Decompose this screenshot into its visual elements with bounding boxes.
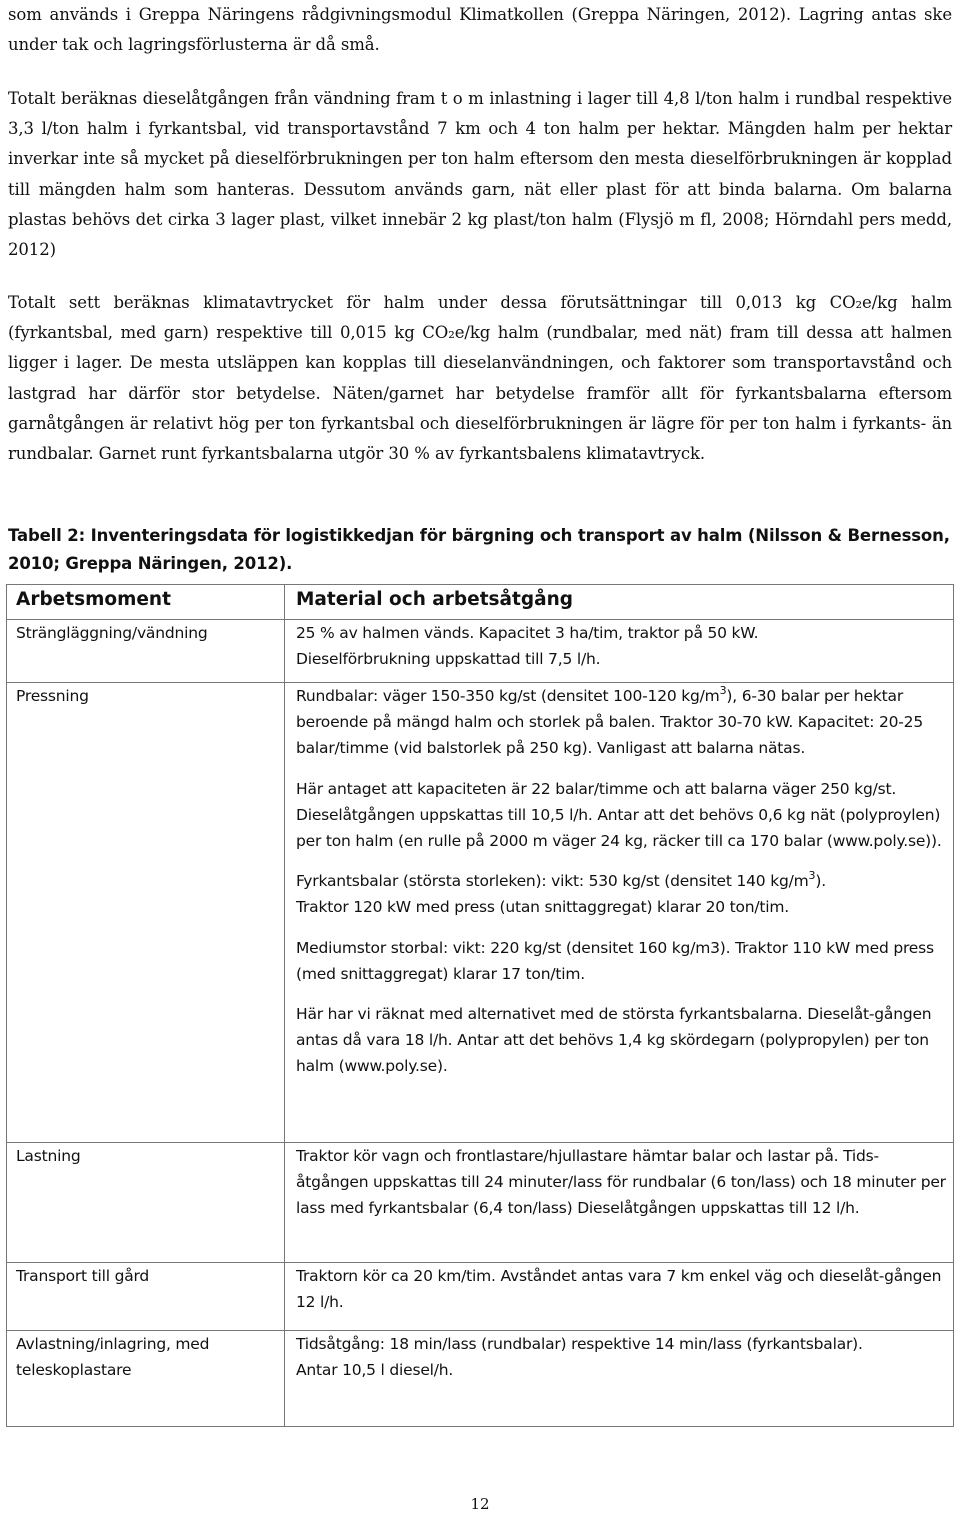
row-content-cell bbox=[285, 1331, 954, 1427]
content-block-rundbalar bbox=[296, 683, 947, 762]
table-row bbox=[7, 620, 954, 683]
row-label: Strängläggning/vändning bbox=[16, 624, 208, 642]
row-label-cell bbox=[7, 1331, 285, 1427]
table-header-cell bbox=[285, 585, 954, 620]
row-label-cell bbox=[7, 620, 285, 683]
table-row bbox=[7, 1331, 954, 1427]
content-block-fyrkantsbalar bbox=[296, 868, 947, 920]
inventory-table bbox=[6, 584, 954, 1427]
row-label-cell bbox=[7, 1263, 285, 1331]
table-caption: Tabell 2: Inventeringsdata för logistikkedjan för bärgning och transport av halm (Nilsson & Bernesson, 2010; Greppa Näringen, 2012). bbox=[8, 526, 950, 573]
table-header-cell bbox=[7, 585, 285, 620]
superscript: 3 bbox=[719, 683, 727, 697]
row-label-cell bbox=[7, 1143, 285, 1263]
content-text: Traktor 120 kW med press (utan snittaggregat) klarar 20 ton/tim. bbox=[296, 898, 790, 917]
table-row bbox=[7, 1143, 954, 1263]
header-arbetsmoment: Arbetsmoment bbox=[16, 589, 171, 610]
paragraph-climate-footprint: Totalt sett beräknas klimatavtrycket för halm under dessa förutsättningar till 0,013 kg CO₂e/kg halm (fyrkantsbal, med garn) respektive till 0,015 kg CO₂e/kg halm (rundbalar, med nät) fram till dessa att halmen ligger i lager. De mesta utsläppen kan kopplas till dieselanvändningen, och faktorer som transportavstånd och lastgrad har därför stor betydelse. Näten/garnet har betydelse framför allt för fyrkantsbalarna eftersom garnåtgången är relativt hög per ton fyrkantsbal och dieselförbrukningen är lägre för per ton halm i fyrkants- än rundbalar. Garnet runt fyrkantsbalarna utgör 30 % av fyrkantsbalens klimatavtryck. bbox=[8, 293, 952, 464]
page-number: 12 bbox=[470, 1495, 490, 1513]
spacer bbox=[296, 987, 947, 1001]
row-label: Pressning bbox=[16, 687, 89, 705]
table-row bbox=[7, 683, 954, 1143]
table-header-row bbox=[7, 585, 954, 620]
row-label: Avlastning/inlagring, med teleskoplastare bbox=[16, 1335, 210, 1380]
header-material: Material och arbetsåtgång bbox=[296, 589, 574, 610]
content-text: ). bbox=[815, 872, 826, 891]
spacer bbox=[296, 921, 947, 935]
row-label-cell bbox=[7, 683, 285, 1143]
superscript: 3 bbox=[808, 869, 816, 883]
spacer bbox=[296, 762, 947, 776]
content-text: ), 6-30 balar per hektar beroende på mängd halm och storlek på balen. Traktor 30-70 kW. Kapacitet: 20-25 balar/timme (vid balstorlek på 250 kg). Vanligast att balarna nätas. bbox=[296, 687, 924, 758]
content-text: Fyrkantsbalar (största storleken): vikt: 530 kg/st (densitet 140 kg/m bbox=[296, 872, 809, 891]
content-block-capacity: Här antaget att kapaciteten är 22 balar/timme och att balarna väger 250 kg/st. Dieselåtgången uppskattas till 10,5 l/h. Antar att det behövs 0,6 kg nät (polyproylen) per ton halm (en rulle på 2000 m väger 24 kg, räcker till ca 170 balar (www.poly.se)). bbox=[296, 779, 942, 851]
row-content-cell bbox=[285, 1263, 954, 1331]
content-block: Antar 10,5 l diesel/h. bbox=[296, 1361, 454, 1380]
row-label: Transport till gård bbox=[16, 1267, 150, 1285]
table-row bbox=[7, 1263, 954, 1331]
row-label: Lastning bbox=[16, 1147, 81, 1165]
content-block: Traktorn kör ca 20 km/tim. Avståndet antas vara 7 km enkel väg och dieselåt-gången 12 l/h. bbox=[296, 1267, 942, 1312]
content-block: Traktor kör vagn och frontlastare/hjullastare hämtar balar och lastar på. Tids-åtgången uppskattas till 24 minuter/lass för rundbalar (6 ton/lass) och 18 minuter per lass med fyrkantsbalar (6,4 ton/lass) Dieselåtgången uppskattas till 12 l/h. bbox=[296, 1147, 946, 1218]
row-content-cell bbox=[285, 620, 954, 683]
content-text: Rundbalar: väger 150-350 kg/st (densitet 100-120 kg/m bbox=[296, 687, 720, 705]
spacer bbox=[296, 854, 947, 868]
row-content-cell bbox=[285, 1143, 954, 1263]
content-block-alternative: Här har vi räknat med alternativet med de största fyrkantsbalarna. Dieselåt-gången antas då vara 18 l/h. Antar att det behövs 1,4 kg skördegarn (polypropylen) per ton halm (www.poly.se). bbox=[296, 1005, 932, 1076]
content-block-mediumstor: Mediumstor storbal: vikt: 220 kg/st (densitet 160 kg/m3). Traktor 110 kW med press (med snittaggregat) klarar 17 ton/tim. bbox=[296, 938, 934, 983]
paragraph-storage: som används i Greppa Näringens rådgivningsmodul Klimatkollen (Greppa Näringen, 2012). Lagring antas ske under tak och lagringsförlusterna är då små. bbox=[8, 5, 952, 55]
paragraph-diesel: Totalt beräknas dieselåtgången från vändning fram t o m inlastning i lager till 4,8 l/ton halm i rundbal respektive 3,3 l/ton halm i fyrkantsbal, vid transportavstånd 7 km och 4 ton halm per hektar. Mängden halm per hektar inverkar inte så mycket på dieselförbrukningen per ton halm eftersom den mesta dieselförbrukningen är kopplad till mängden halm som hanteras. Dessutom används garn, nät eller plast för att binda balarna. Om balarna plastas behövs det cirka 3 lager plast, vilket innebär 2 kg plast/ton halm (Flysjö m fl, 2008; Hörndahl pers medd, 2012) bbox=[8, 89, 952, 260]
content-block: Tidsåtgång: 18 min/lass (rundbalar) respektive 14 min/lass (fyrkantsbalar). bbox=[296, 1335, 863, 1353]
row-content-cell bbox=[285, 683, 954, 1143]
content-block: Dieselförbrukning uppskattad till 7,5 l/h. bbox=[296, 650, 601, 669]
content-block: 25 % av halmen vänds. Kapacitet 3 ha/tim, traktor på 50 kW. bbox=[296, 624, 759, 642]
